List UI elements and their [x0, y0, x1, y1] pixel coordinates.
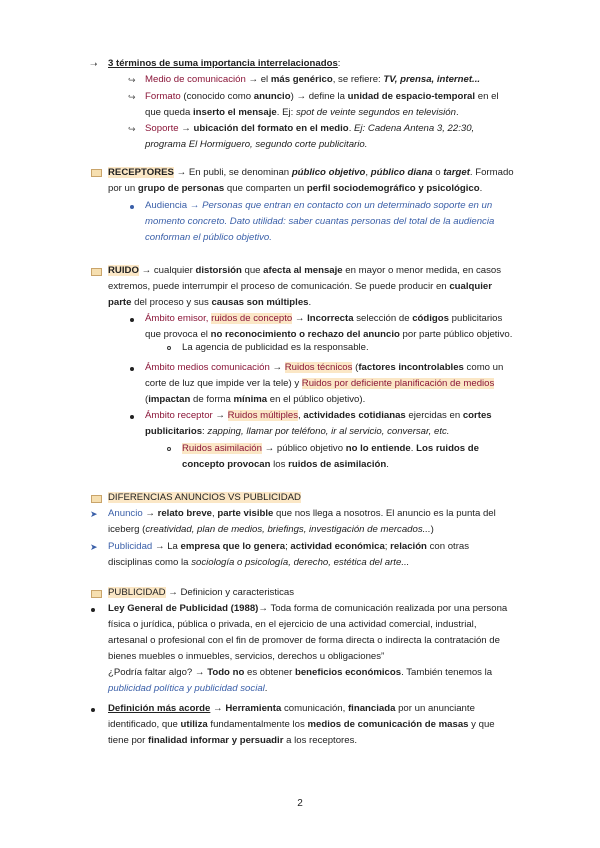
ruido-heading: RUIDO → cualquier distorsión que afecta al mensaje en mayor o menor medida, en casos: [108, 265, 502, 276]
diferencias-heading: DIFERENCIAS ANUNCIOS VS PUBLICIDAD: [108, 492, 301, 503]
folder-icon: [91, 266, 102, 280]
ambito-emisor: Ámbito emisor, ruidos de concepto → Incorrecta selección de códigos publicitarios: [145, 313, 503, 324]
arrow-bullet-icon: ➤: [90, 509, 98, 519]
term-formato-cont: que queda inserto el mensaje. Ej: spot de veinte segundos en televisión.: [145, 107, 459, 118]
publicidad-heading: PUBLICIDAD → Definicion y caracteristicas: [108, 587, 295, 598]
ambito-emisor-cont: que provoca el no reconocimiento o rechazo del anuncio por parte público objetivo.: [145, 329, 513, 340]
sub-bullet-ring: [167, 447, 171, 451]
arrow-bullet-icon: ➤: [90, 542, 98, 552]
arrow-bullet-icon: ➝: [90, 59, 98, 69]
bullet-dot: [130, 318, 134, 322]
ley-question: ¿Podría faltar algo? → Todo no es obtener beneficios económicos. También tenemos la: [108, 667, 493, 678]
bullet-dot: [130, 367, 134, 371]
folder-icon: [91, 588, 102, 602]
anuncio-item: Anuncio → relato breve, parte visible que nos llega a nosotros. El anuncio es la punta del: [108, 508, 496, 519]
ley-cont: física o jurídica, pública o privada, en el ejercicio de una actividad comercial, industrial,: [108, 619, 477, 630]
definicion: Definición más acorde → Herramienta comunicación, financiada por un anunciante: [108, 703, 475, 714]
publicidad-cont: disciplinas como la sociología o psicología, derecho, estética del arte...: [108, 557, 410, 568]
audiencia-item: Audiencia → Personas que entran en contacto con un determinado soporte en un: [145, 200, 493, 211]
term-medio: Medio de comunicación → el más genérico, se refiere: TV, prensa, internet...: [145, 74, 481, 85]
terms-intro: 3 términos de suma importancia interrelacionados:: [108, 58, 341, 69]
ambito-receptor: Ámbito receptor → Ruidos múltiples, actividades cotidianas ejercidas en cortes: [145, 410, 492, 421]
sub-arrow-icon: ↪: [128, 75, 136, 85]
folder-icon: [91, 493, 102, 507]
bullet-dot: [91, 608, 95, 612]
audiencia-cont: momento concreto. Dato utilidad: saber cuantas personas del total de la audiencia: [145, 216, 495, 227]
term-soporte: Soporte → ubicación del formato en el medio. Ej: Cadena Antena 3, 22:30,: [145, 123, 475, 134]
ambito-medios-cont: corte de luz que impide ver la tele) y Ruidos por deficiente planificación de medios: [145, 378, 495, 389]
ley-cont3: bienes muebles o inmuebles, servicios, derechos u obligaciones”: [108, 651, 385, 662]
page-number: 2: [297, 798, 303, 809]
sub-arrow-icon: ↪: [128, 92, 136, 102]
ruido-cont2: parte del proceso y sus causas son múltiples.: [108, 297, 312, 308]
anuncio-cont: iceberg (creatividad, plan de medios, briefings, investigación de mercados...): [108, 524, 434, 535]
ley-cont2: artesanal o profesional con el fin de promover de forma directa o indirecta la contratación de: [108, 635, 500, 646]
publicidad-item: Publicidad → La empresa que lo genera; actividad económica; relación con otras: [108, 541, 470, 552]
definicion-cont2: tiene por finalidad informar y persuadir a los receptores.: [108, 735, 358, 746]
bullet-dot: [91, 708, 95, 712]
receptores-heading: RECEPTORES → En publi, se denominan público objetivo, público diana o target. Formado: [108, 167, 514, 178]
folder-icon: [91, 167, 102, 181]
ambito-medios: Ámbito medios comunicación → Ruidos técnicos (factores incontrolables como un: [145, 362, 504, 373]
ley-question-cont: publicidad política y publicidad social.: [108, 683, 268, 694]
ambito-medios-cont2: (impactan de forma mínima en el público objetivo).: [145, 394, 366, 405]
sub-bullet-ring: [167, 346, 171, 350]
ley-general: Ley General de Publicidad (1988)→ Toda forma de comunicación realizada por una persona: [108, 603, 508, 614]
ruidos-asimilacion: Ruidos asimilación → público objetivo no lo entiende. Los ruidos de: [182, 443, 479, 454]
audiencia-cont2: conforman el público objetivo.: [145, 232, 272, 243]
bullet-dot: [130, 415, 134, 419]
definicion-cont: identificado, que utiliza fundamentalmente los medios de comunicación de masas y que: [108, 719, 495, 730]
term-formato: Formato (conocido como anuncio) → define la unidad de espacio-temporal en el: [145, 91, 499, 102]
ambito-receptor-cont: publicitarios: zapping, llamar por teléfono, ir al servicio, conversar, etc.: [145, 426, 450, 437]
bullet-dot: [130, 205, 134, 209]
ruidos-asimilacion-cont: concepto provocan los ruidos de asimilación.: [182, 459, 389, 470]
sub-arrow-icon: ↪: [128, 124, 136, 134]
emisor-sub: La agencia de publicidad es la responsable.: [182, 342, 369, 353]
ruido-cont: extremos, puede interrumpir el proceso de comunicación. Se puede producir en cualquier: [108, 281, 492, 292]
term-soporte-cont: programa El Hormiguero, segundo corte publicitario.: [145, 139, 368, 150]
receptores-cont: por un grupo de personas que comparten un perfil sociodemográfico y psicológico.: [108, 183, 483, 194]
